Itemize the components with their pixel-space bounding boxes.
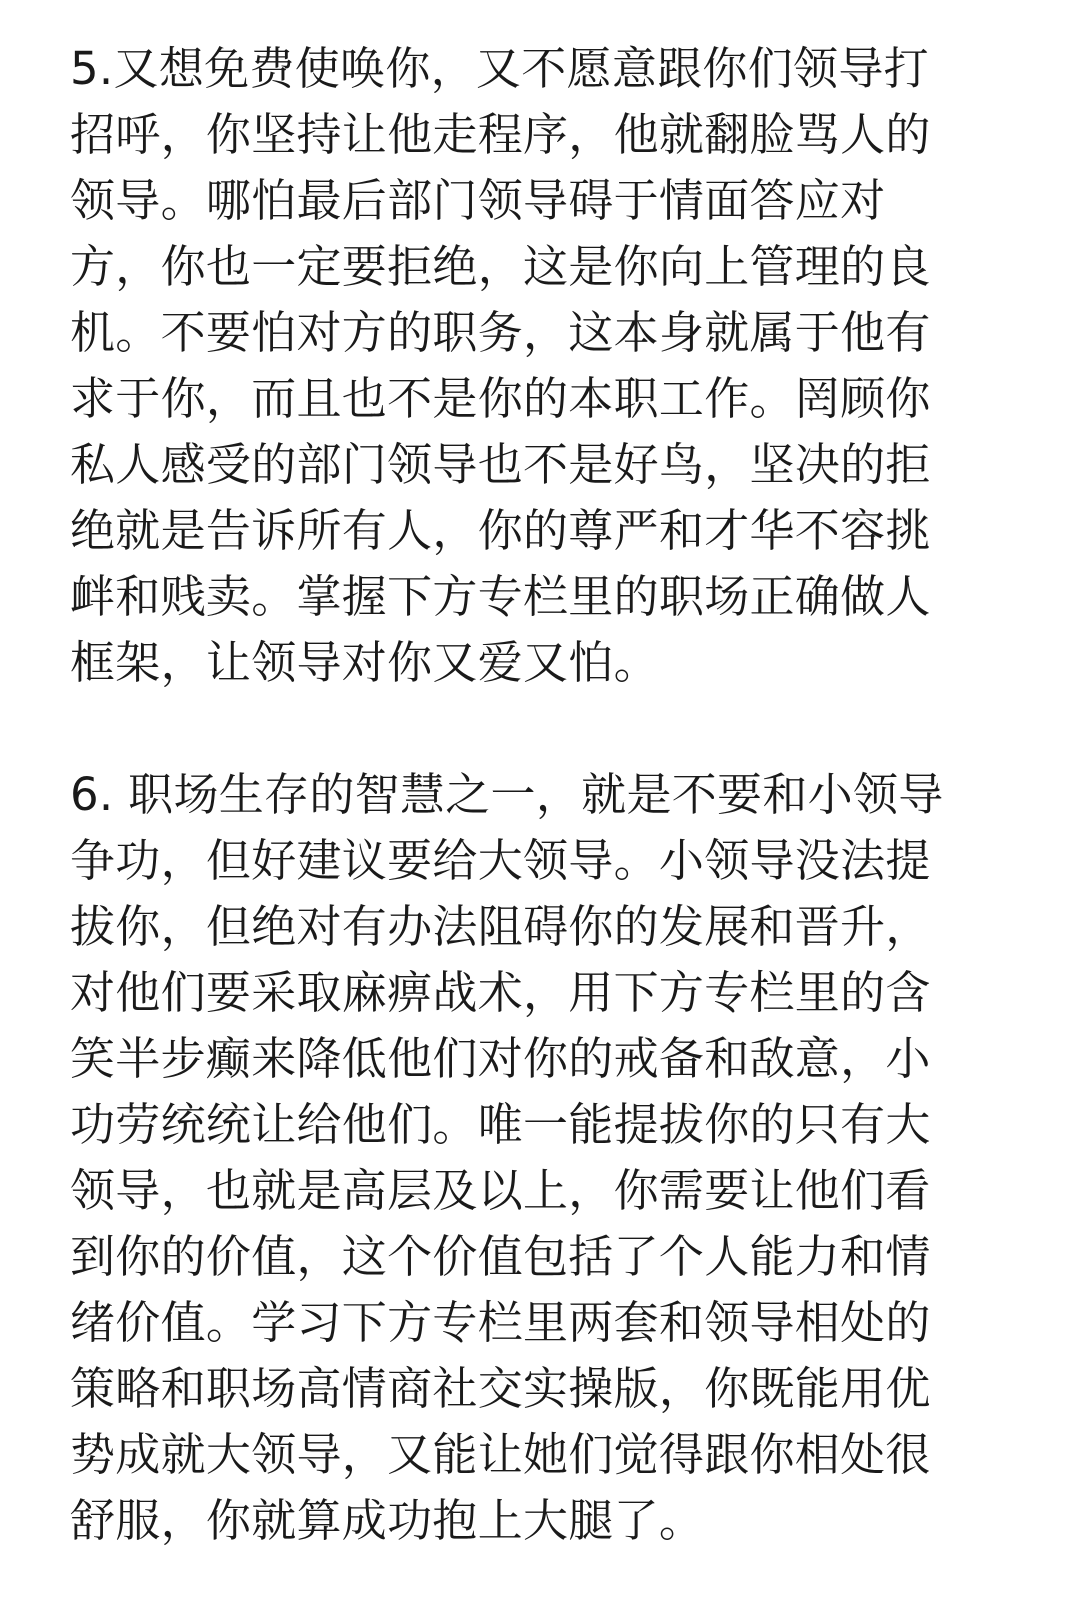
paragraph-6: 6. 职场生存的智慧之一，就是不要和小领导争功，但好建议要给大领导。小领导没法提拔你，但绝对有办法阻碍你的发展和晋升，对他们要采取麻痹战术，用下方专栏里的含笑半步癫来降低他们对你的戒备和敌意，小功劳统统让给他们。唯一能提拔你的只有大领导，也就是高层及以上，你需要让他们看到你的价值，这个价值包括了个人能力和情绪价值。学习下方专栏里两套和领导相处的策略和职场高情商社交实操版，你既能用优势成就大领导，又能让她们觉得跟你相处很舒服，你就算成功抱上大腿了。 [70,768,944,1547]
article-body [70,36,970,1554]
paragraph-5: 5.又想免费使唤你，又不愿意跟你们领导打招呼，你坚持让他走程序，他就翻脸骂人的领导。哪怕最后部门领导碍于情面答应对方，你也一定要拒绝，这是你向上管理的良机。不要怕对方的职务，这本身就属于他有求于你，而且也不是你的本职工作。罔顾你私人感受的部门领导也不是好鸟，坚决的拒绝就是告诉所有人，你的尊严和才华不容挑衅和贱卖。掌握下方专栏里的职场正确做人框架，让领导对你又爱又怕。 [70,42,931,689]
